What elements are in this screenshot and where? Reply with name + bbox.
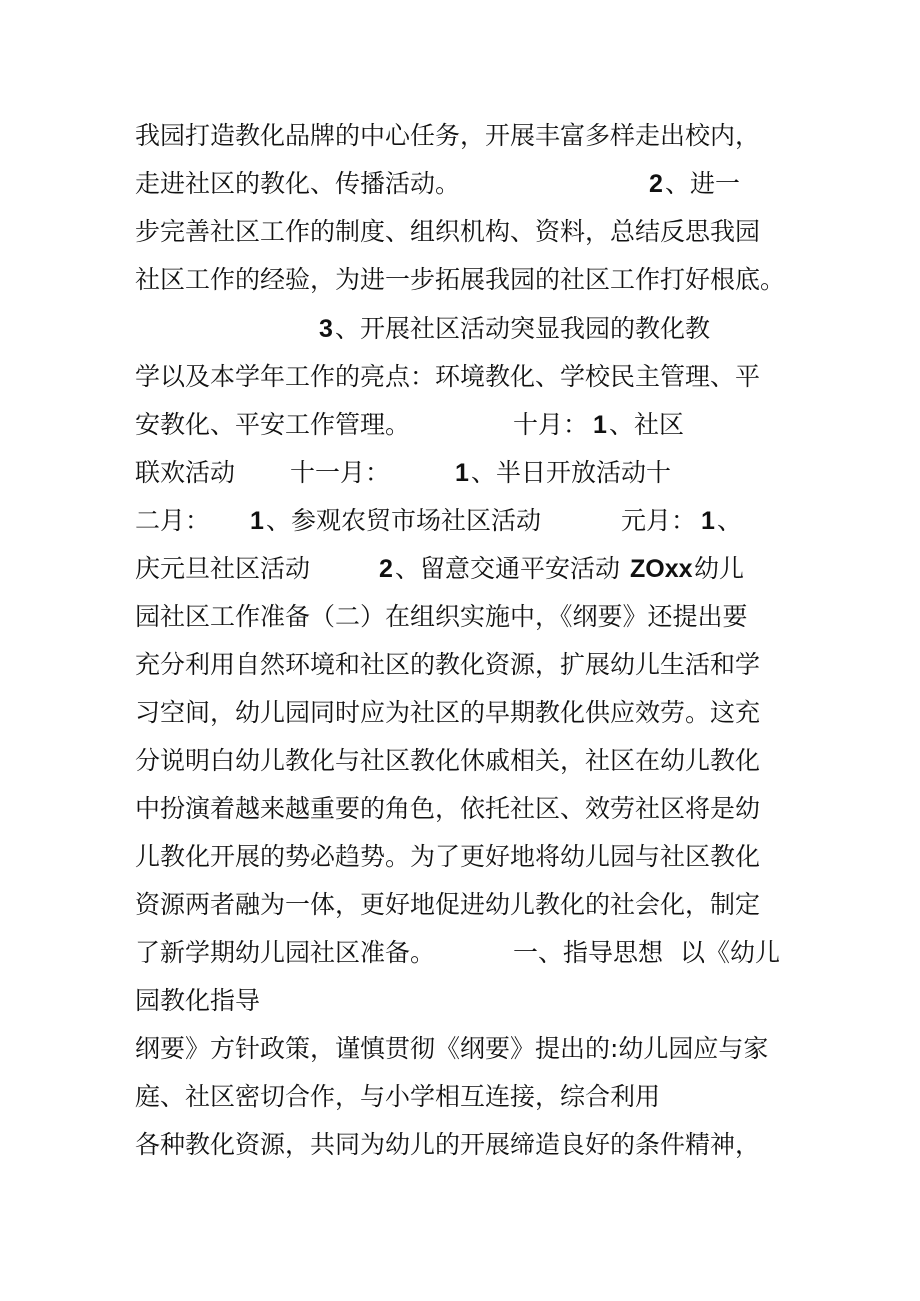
text-run: 走进社区的教化、传播活动。 (135, 169, 461, 198)
text-run: 1 (250, 507, 264, 535)
text-run: 一、指导思想 (513, 938, 664, 967)
text-run: 各种教化资源，共同为幼儿的开展缔造良好的条件精神， (135, 1130, 761, 1159)
text-run: 、开展社区活动突显我园的教化教 (335, 314, 711, 343)
text-run: 十一月： (290, 458, 391, 487)
text-run: 联欢活动 (135, 458, 236, 487)
text-line-8 (135, 457, 672, 489)
text-line-14 (135, 745, 760, 777)
text-run: 2 (649, 170, 663, 198)
text-line-19 (135, 985, 260, 1017)
text-line-4 (135, 264, 785, 296)
text-line-16 (135, 841, 760, 873)
text-run: 、 (717, 506, 743, 535)
text-run: 社区工作的经验，为进一步拓展我园的社区工作打好根底。 (135, 265, 786, 294)
text-run: 3 (319, 315, 333, 343)
text-run: 园教化指导 (135, 986, 261, 1015)
text-line-9 (135, 505, 743, 537)
text-run: 二月： (135, 506, 211, 535)
text-run: 资源两者融为一体，更好地促进幼儿教化的社会化，制定 (135, 890, 761, 919)
text-run: 元月： (621, 506, 697, 535)
text-run: 庭、社区密切合作，与小学相互连接，综合利用 (135, 1082, 661, 1111)
text-run: 、社区 (609, 410, 685, 439)
text-run: 充分利用自然环境和社区的教化资源，扩展幼儿生活和学 (135, 650, 761, 679)
text-line-20 (135, 1033, 768, 1065)
text-run: 学以及本学年工作的亮点：环境教化、学校民主管理、平 (135, 362, 761, 391)
text-line-6 (135, 361, 760, 393)
text-run: 中扮演着越来越重要的角色，依托社区、效劳社区将是幼 (135, 794, 761, 823)
text-line-22 (135, 1129, 760, 1161)
text-line-3 (135, 216, 760, 248)
text-line-11 (135, 601, 748, 633)
text-line-7 (135, 409, 685, 441)
text-run: 以《幼儿 (680, 938, 781, 967)
text-line-13 (135, 697, 760, 729)
text-run: 2 (379, 555, 393, 583)
text-run: 了新学期幼儿园社区准备。 (135, 938, 436, 967)
text-run: 步完善社区工作的制度、组织机构、资料，总结反思我园 (135, 217, 761, 246)
text-run: ZOxx (630, 555, 693, 583)
text-run: 1 (701, 507, 715, 535)
text-run: 习空间，幼儿园同时应为社区的早期教化供应效劳。这充 (135, 698, 761, 727)
text-line-1 (135, 120, 760, 152)
text-line-10 (135, 553, 745, 585)
text-line-12 (135, 649, 760, 681)
text-run: 、进一 (665, 169, 741, 198)
text-run: 庆元旦社区活动 (135, 554, 311, 583)
text-run: 分说明白幼儿教化与社区教化休戚相关，社区在幼儿教化 (135, 746, 761, 775)
text-run: 、参观农贸市场社区活动 (266, 506, 542, 535)
text-line-21 (135, 1081, 660, 1113)
text-run: 纲要》方针政策，谨慎贯彻《纲要》提出的:幼儿园应与家 (135, 1034, 769, 1063)
text-run: 幼儿 (694, 554, 745, 583)
text-run: 十月： (513, 410, 589, 439)
text-run: 我园打造教化品牌的中心任务，开展丰富多样走出校内， (135, 121, 761, 150)
text-run: 儿教化开展的势必趋势。为了更好地将幼儿园与社区教化 (135, 842, 761, 871)
text-line-15 (135, 793, 760, 825)
text-line-17 (135, 889, 760, 921)
text-line-2 (135, 168, 741, 200)
text-run: 园社区工作准备（二）在组织实施中，《纲要》还提出要 (135, 602, 748, 631)
text-run: 1 (455, 459, 469, 487)
text-run: 1 (593, 411, 607, 439)
text-run: 安教化、平安工作管理。 (135, 410, 411, 439)
text-run: 、半日开放活动十 (471, 458, 672, 487)
text-run: 、留意交通平安活动 (395, 554, 621, 583)
text-line-18 (135, 937, 781, 969)
